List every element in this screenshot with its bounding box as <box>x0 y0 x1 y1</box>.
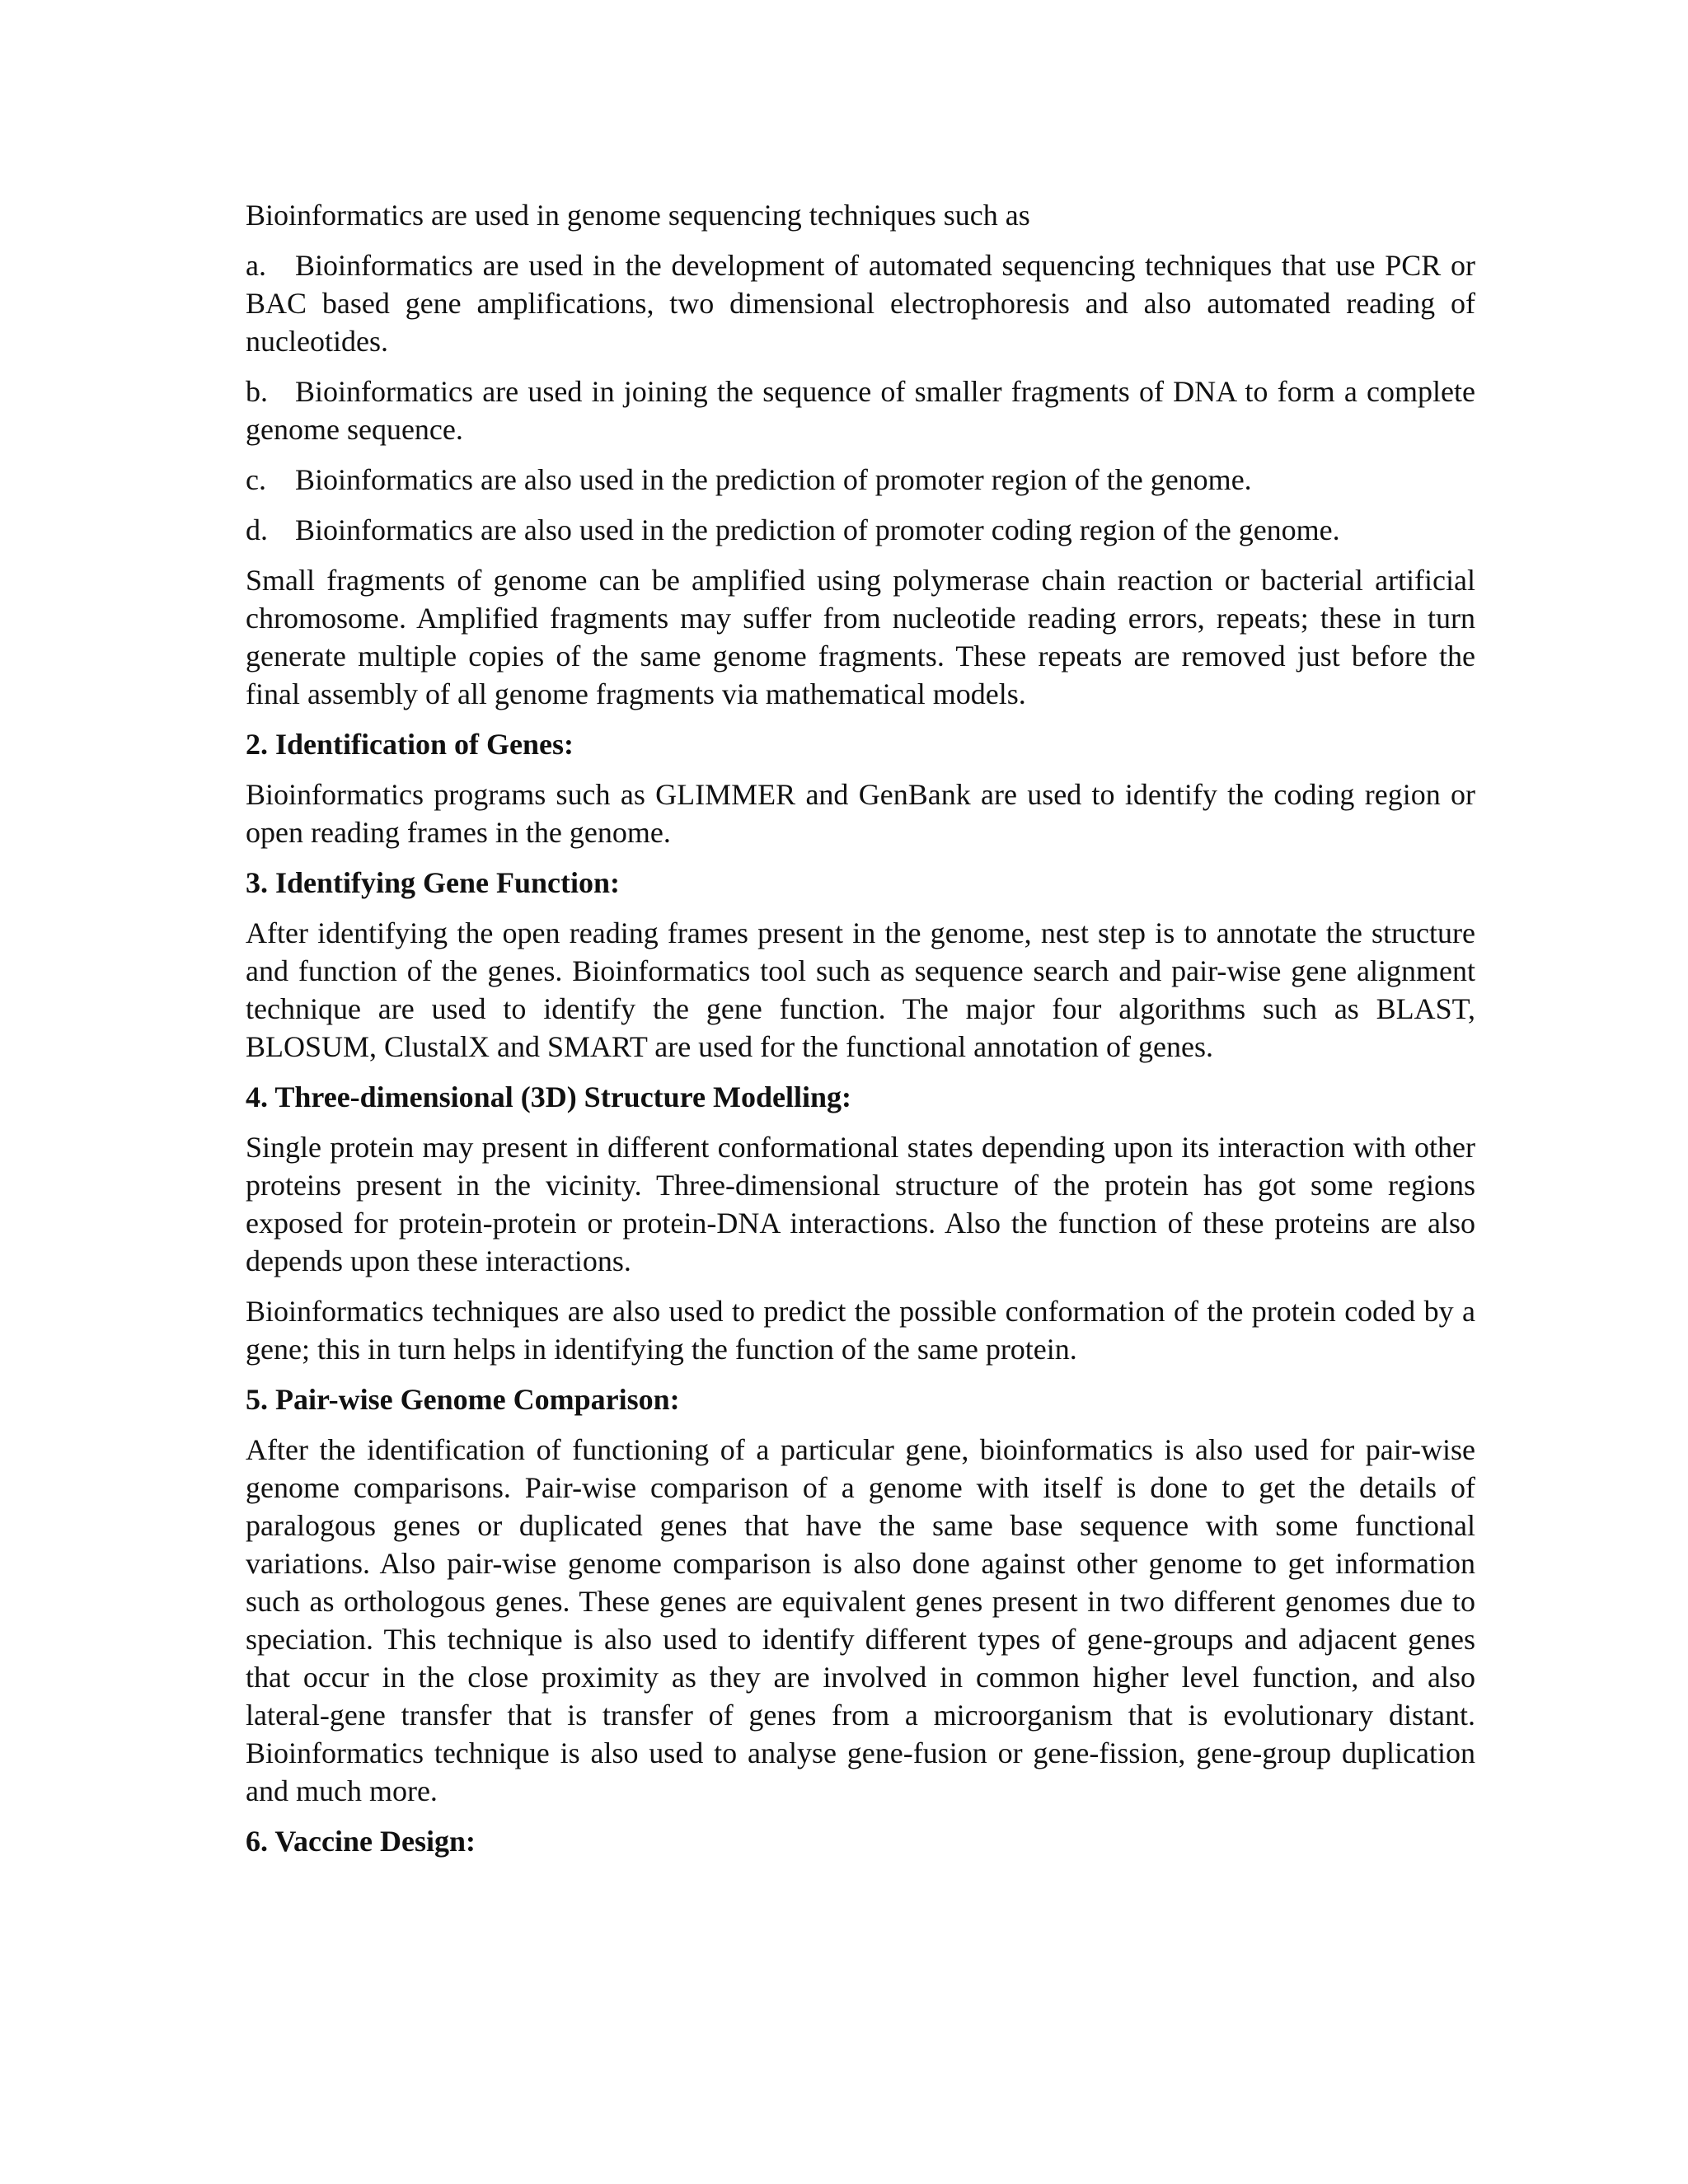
section-heading-identifying-gene-function: 3. Identifying Gene Function: <box>246 866 621 899</box>
section-paragraph: Bioinformatics techniques are also used to predict the possible conformation of the protein coded by a gene; this in turn helps in identifying the function of the same protein. <box>246 1295 1475 1366</box>
list-item-text: Bioinformatics are also used in the prediction of promoter region of the genome. <box>295 463 1252 496</box>
section-heading-pair-wise-genome-comparison: 5. Pair-wise Genome Comparison: <box>246 1383 680 1416</box>
list-marker: d. <box>246 513 268 546</box>
list-item-text: Bioinformatics are used in joining the sequence of smaller fragments of DNA to form a complete genome sequence. <box>246 375 1475 446</box>
list-item <box>246 461 1475 499</box>
list-item <box>246 246 1475 360</box>
fragments-paragraph: Small fragments of genome can be amplified using polymerase chain reaction or bacterial artificial chromosome. Amplified fragments may suffer from nucleotide reading errors, repeats; these in turn generate multiple copies of the same genome fragments. These repeats are removed just before the final assembly of all genome fragments via mathematical models. <box>246 564 1475 710</box>
intro-paragraph: Bioinformatics are used in genome sequencing techniques such as <box>246 199 1030 232</box>
section-heading-3d-structure-modelling: 4. Three-dimensional (3D) Structure Modelling: <box>246 1080 851 1113</box>
list-item <box>246 511 1475 549</box>
section-paragraph: After the identification of functioning of a particular gene, bioinformatics is also used for pair-wise genome comparisons. Pair-wise comparison of a genome with itself is done to get the details of paralogous genes or duplicated genes that have the same base sequence with some functional variations. Also pair-wise genome comparison is also done against other genome to get information such as orthologous genes. These genes are equivalent genes present in two different genomes due to speciation. This technique is also used to identify different types of gene-groups and adjacent genes that occur in the close proximity as they are involved in common higher level function, and also lateral-gene transfer that is transfer of genes from a microorganism that is evolutionary distant. Bioinformatics technique is also used to analyse gene-fusion or gene-fission, gene-group duplication and much more. <box>246 1433 1475 1807</box>
section-paragraph: After identifying the open reading frames present in the genome, nest step is to annotate the structure and function of the genes. Bioinformatics tool such as sequence search and pair-wise gene alignment technique are used to identify the gene function. The major four algorithms such as BLAST, BLOSUM, ClustalX and SMART are used for the functional annotation of genes. <box>246 916 1475 1063</box>
section-paragraph: Bioinformatics programs such as GLIMMER and GenBank are used to identify the coding region or open reading frames in the genome. <box>246 778 1475 849</box>
section-heading-vaccine-design: 6. Vaccine Design: <box>246 1825 476 1858</box>
list-item-text: Bioinformatics are also used in the prediction of promoter coding region of the genome. <box>295 513 1340 546</box>
section-heading-identification-of-genes: 2. Identification of Genes: <box>246 728 574 761</box>
list-marker: a. <box>246 249 266 282</box>
section-paragraph: Single protein may present in different conformational states depending upon its interaction with other proteins present in the vicinity. Three-dimensional structure of the protein has got some regions exposed for protein-protein or protein-DNA interactions. Also the function of these proteins are also depends upon these interactions. <box>246 1131 1475 1277</box>
list-marker: b. <box>246 375 268 408</box>
list-marker: c. <box>246 463 266 496</box>
list-item <box>246 373 1475 448</box>
list-item-text: Bioinformatics are used in the development of automated sequencing techniques that use PCR or BAC based gene amplifications, two dimensional electrophoresis and also automated reading of nucleotides. <box>246 249 1475 358</box>
